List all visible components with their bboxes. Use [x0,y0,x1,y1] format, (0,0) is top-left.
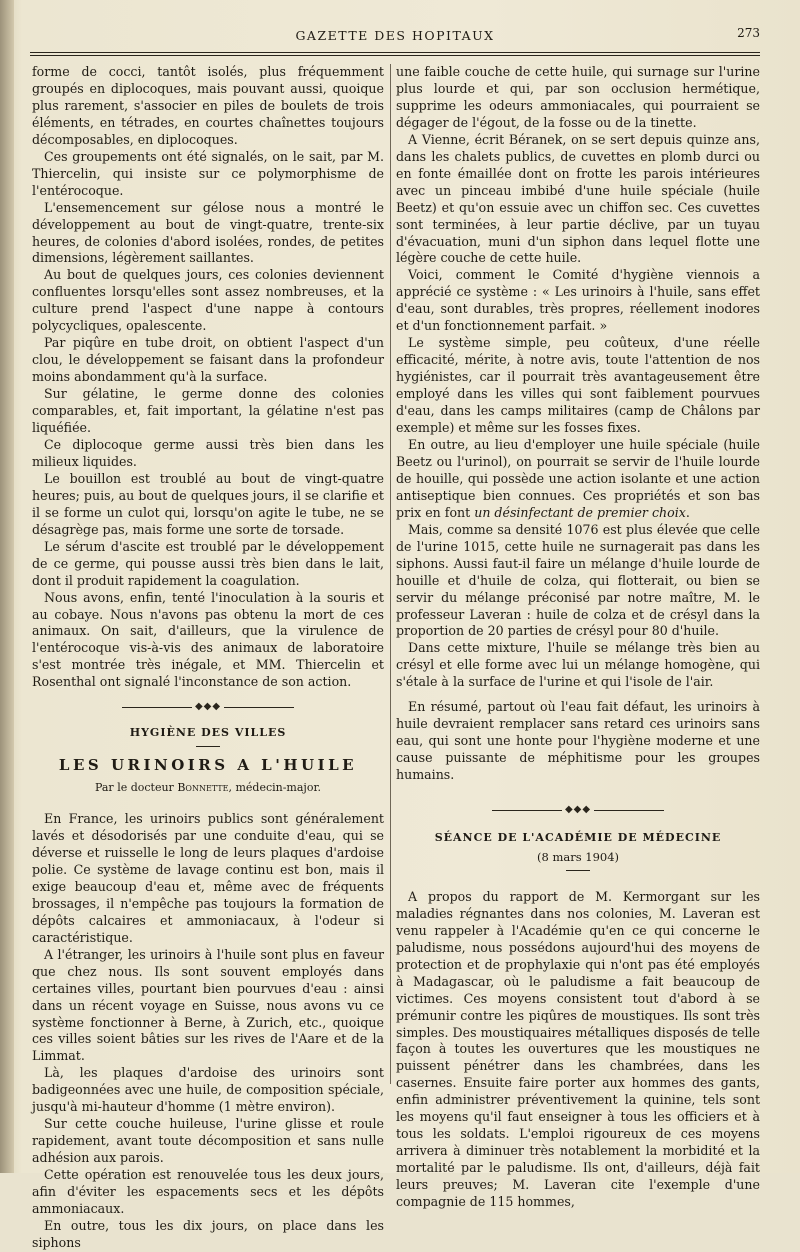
byline-prefix: Par le docteur [94,781,174,795]
left-column [32,64,384,1252]
paragraph: Sur gélatine, le germe donne des colonies comparables, et, fait important, la gélatine n'est pas liquéfiée. [32,386,384,436]
paragraph: Par piqûre en tube droit, on obtient l'aspect d'un clou, le développement se faisant dans la profondeur moins abondamment qu'à la surface. [32,335,384,385]
article-title: LES URINOIRS A L'HUILE [58,756,358,775]
section-heading: SÉANCE DE L'ACADÉMIE DE MÉDECINE [434,830,722,844]
right-column [396,64,760,1211]
paragraph: Le bouillon est troublé au bout de vingt-quatre heures; puis, au bout de quelques jours, il se clarifie et il se forme un culot qui, lorsqu'on agite le tube, ne se désagrège pas, mais forme une sorte de torsade. [32,470,384,537]
journal-title: GAZETTE DES HOPITAUX [295,28,495,43]
header-rule [30,52,760,53]
section-date: (8 mars 1904) [536,849,620,864]
page-header [30,26,760,48]
byline-suffix: , médecin-major. [228,781,322,795]
section-ornament: ◆◆◆ [32,699,384,717]
short-rule [196,746,220,747]
paragraph: Nous avons, enfin, tenté l'inoculation à la souris et au cobaye. Nous n'avons pas obtenu la mort de ces animaux. On sait, d'ailleurs, que la virulence de l'entérocoque vis-à-vis des animaux de laboratoire s'est montrée très inégale, et MM. Thiercelin et Rosenthal ont signalé l'inconstance de son action. [32,589,384,690]
paragraph: Ces groupements ont été signalés, on le sait, par M. Thiercelin, qui insiste sur ce polymorphisme de l'entérocoque. [32,148,384,198]
paragraph-text: . [685,504,690,520]
article-byline [32,780,384,797]
paragraph-text: En outre, au lieu d'employer une huile spéciale (huile Beetz ou l'urinol), on pourrait se servir de l'huile lourde de houille, qui possède une action isolante et une action antiseptique bien connues. Ces propriétés et son bas prix en font [396,436,760,520]
column-divider [390,64,391,1084]
paragraph: Mais, comme sa densité 1076 est plus élevée que celle de l'urine 1015, cette huile ne surnagerait pas dans les siphons. Aussi faut-il faire un mélange d'huile lourde de houille et d'huile de colza, qui flotterait, ou bien se servir du mélange préconisé par notre maître, M. le professeur Laveran : huile de colza et de crésyl dans la proportion de 20 parties de crésyl pour 80 d'huile. [396,521,760,639]
section-heading: HYGIÈNE DES VILLES [129,726,287,740]
paragraph: En outre, tous les dix jours, on place dans les siphons [32,1217,384,1250]
short-rule [566,870,590,871]
paragraph: Le système simple, peu coûteux, d'une réelle efficacité, mérite, à notre avis, toute l'attention de nos hygiénistes, car il pourrait très avantageusement être employé dans les villes qui sont faiblement pourvues d'eau, dans les camps militaires (camp de Châlons par exemple) et même sur les fosses fixes. [396,335,760,436]
page-number: 273 [737,26,760,40]
paragraph: A propos du rapport de M. Kermorgant sur les maladies régnantes dans nos colonies, M. Laveran est venu rappeler à l'Académie qu'en ce qui concerne le paludisme, nous possédons aujourd'hui des moyens de protection et de prophylaxie qui n'ont pas été employés à Madagascar, où le paludisme a fait beaucoup de victimes. Ces moyens consistent tout d'abord à se prémunir contre les piqûres de moustiques. Ils sont très simples. Des moustiquaires métalliques disposés de telle façon à toutes les ouvertures que les moustiques ne puissent pénétrer dans les chambrées, dans les casernes. Ensuite faire porter aux hommes des gants, enfin administrer préventivement la quinine, tels sont les moyens qu'il faut enseigner à tous les officiers et à tous les soldats. L'emploi rigoureux de ces moyens arrivera à diminuer très notablement la morbidité et la mortalité par le paludisme. Ils ont, d'ailleurs, déjà fait leurs preuves; M. Laveran cite l'exemple d'une compagnie de 115 hommes, [396,888,760,1210]
paragraph: une faible couche de cette huile, qui surnage sur l'urine plus lourde et qui, par son occlusion hermétique, supprime les odeurs ammoniacales, qui pourraient se dégager de l'égout, de la fosse ou de la tinette. [396,64,760,130]
paragraph: Sur cette couche huileuse, l'urine glisse et roule rapidement, avant toute décomposition et sans nulle adhésion aux parois. [32,1116,384,1166]
byline-author: Bonnette [177,781,229,795]
header-rule-double [30,55,760,56]
paragraph-emphasis: un désinfectant de premier choix [474,504,686,520]
paragraph: Cette opération est renouvelée tous les deux jours, afin d'éviter les espacements secs et les dépôts ammoniacaux. [32,1167,384,1216]
paragraph: Là, les plaques d'ardoise des urinoirs sont badigeonnées avec une huile, de composition spéciale, jusqu'à mi-hauteur d'homme (1 mètre environ). [32,1065,384,1115]
binding-edge [0,0,14,1173]
paragraph: Au bout de quelques jours, ces colonies deviennent confluentes lorsqu'elles sont assez nombreuses, et la culture prend l'aspect d'une nappe à contours polycycliques, opalescente. [32,267,384,334]
paragraph: Le sérum d'ascite est troublé par le développement de ce germe, qui pousse aussi très bien dans le lait, dont il produit rapidement la coagulation. [32,538,384,588]
paragraph: A l'étranger, les urinoirs à l'huile sont plus en faveur que chez nous. Ils sont souvent employés dans certaines villes, pourtant bien pourvues d'eau : ainsi dans un récent voyage en Suisse, nous avons vu ce système fonctionner à Berne, à Zurich, etc., quoique ces villes soient bâties sur les rives de l'Aare et de la Limmat. [32,946,384,1064]
paragraph: Ce diplocoque germe aussi très bien dans les milieux liquides. [32,436,384,469]
paragraph: En résumé, partout où l'eau fait défaut, les urinoirs à huile devraient remplacer sans retard ces urinoirs sans eau, qui sont une honte pour l'hygiène moderne et une cause puissante de méphitisme pour les groupes humains. [396,699,760,783]
paragraph: forme de cocci, tantôt isolés, plus fréquemment groupés en diplocoques, mais pouvant aussi, quoique plus rarement, s'associer en piles de boulets de trois éléments, en tétrades, en courtes chaînettes toujours décomposables, en diplocoques. [32,64,384,147]
paragraph: En France, les urinoirs publics sont généralement lavés et désodorisés par une conduite d'eau, qui se déverse et ruisselle le long de leurs plaques d'ardoise polie. Ce système de lavage continu est bon, mais il exige beaucoup d'eau et, même avec de fréquents brossages, il n'empêche pas toujours la formation de dépôts calcaires et ammoniacaux, à l'odeur si caractéristique. [32,811,384,945]
section-ornament: ◆◆◆ [396,802,760,820]
paragraph: Voici, comment le Comité d'hygiène viennois a apprécié ce système : « Les urinoirs à l'huile, sans effet d'eau, sont durables, très propres, réellement inodores et d'un fonctionnement parfait. » [396,267,760,334]
paragraph: L'ensemencement sur gélose nous a montré le développement au bout de vingt-quatre, trente-six heures, de colonies d'abord isolées, rondes, de petites dimensions, légèrement saillantes. [32,199,384,266]
paragraph [396,437,760,522]
paragraph: Dans cette mixture, l'huile se mélange très bien au crésyl et elle forme avec lui un mélange homogène, qui s'étale à la surface de l'urine et qui l'isole de l'air. [396,640,760,690]
paragraph: A Vienne, écrit Béranek, on se sert depuis quinze ans, dans les chalets publics, de cuvettes en plomb durci ou en fonte émaillée dont on frotte les parois intérieures avec un pinceau imbibé d'une huile spéciale (huile Beetz) et qu'on essuie avec un chiffon sec. Ces cuvettes sont terminées, à leur partie déclive, par un tuyau d'évacuation, muni d'un siphon dans lequel flotte une légère couche de cette huile. [396,131,760,266]
